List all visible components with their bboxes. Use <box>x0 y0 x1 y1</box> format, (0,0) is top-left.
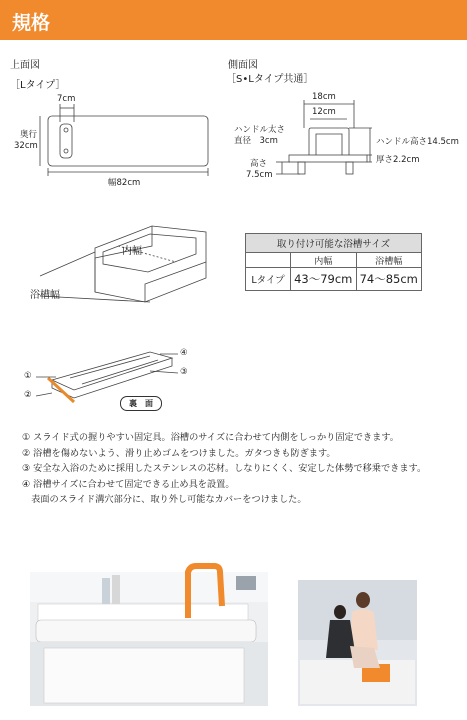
depth-label-1: 奥行 <box>20 130 38 140</box>
top-view-type: ［Lタイプ］ <box>10 80 66 91</box>
table-cell: 43〜79cm <box>291 268 357 291</box>
marker-4: ④ <box>180 348 188 358</box>
table-header-row <box>246 253 422 268</box>
feature-notes <box>22 430 426 508</box>
depth-label-2: 32cm <box>14 141 38 151</box>
top-view-title: 上面図 <box>10 60 40 71</box>
inner-width-label: 内幅 <box>122 246 142 257</box>
marker-1: ① <box>24 371 32 381</box>
table-cell: 74〜85cm <box>356 268 422 291</box>
side-view-handle <box>309 128 349 155</box>
table-row <box>246 268 422 291</box>
dim-18cm: 18cm <box>312 92 336 102</box>
usage-photo <box>298 580 417 706</box>
table-caption: 取り付け可能な浴槽サイズ <box>246 234 422 253</box>
height-label-1: 高さ <box>250 159 268 169</box>
tub-width-label: 浴槽幅 <box>30 290 60 301</box>
tub-size-table <box>245 233 422 291</box>
side-view-type: ［S•Lタイプ共通］ <box>226 74 314 85</box>
note-item: ② 浴槽を傷めないよう、滑り止めゴムをつけました。ガタつきも防ぎます。 <box>22 447 336 459</box>
height-label-2: 7.5cm <box>246 170 273 180</box>
width-label: 幅82cm <box>108 178 141 188</box>
table-header: 浴槽幅 <box>356 253 422 268</box>
note-item: ③ 安全な入浴のために採用したステンレスの芯材。しなりにくく、安定した体勢で移乗できます。 <box>22 463 427 474</box>
marker-2: ② <box>24 390 32 400</box>
section-title: 規格 <box>12 12 51 34</box>
underside-badge: 裏 面 <box>120 396 162 411</box>
table-header: 内幅 <box>291 253 357 268</box>
side-view-board <box>289 155 367 162</box>
note-item: ① スライド式の握りやすい固定具。浴槽のサイズに合わせて内側をしっかり固定できます。 <box>22 432 399 443</box>
table-cell: Lタイプ <box>246 268 291 291</box>
bench-photo <box>30 566 268 706</box>
handle-diameter-1: ハンドル太さ <box>234 125 286 135</box>
handle-height: ハンドル高さ14.5cm <box>376 137 459 147</box>
side-view-title: 側面図 <box>228 60 258 71</box>
dim-7cm: 7cm <box>57 94 76 104</box>
handle-diameter-2: 直径 3cm <box>234 136 278 146</box>
note-item: ④ 浴槽サイズに合わせて固定できる止め具を設置。 <box>22 478 235 490</box>
marker-3: ③ <box>180 367 188 377</box>
dim-12cm: 12cm <box>312 107 336 117</box>
thickness: 厚さ2.2cm <box>376 155 420 165</box>
note-item: 表面のスライド溝穴部分に、取り外し可能なカバーをつけました。 <box>22 494 307 505</box>
table-header <box>246 253 291 268</box>
